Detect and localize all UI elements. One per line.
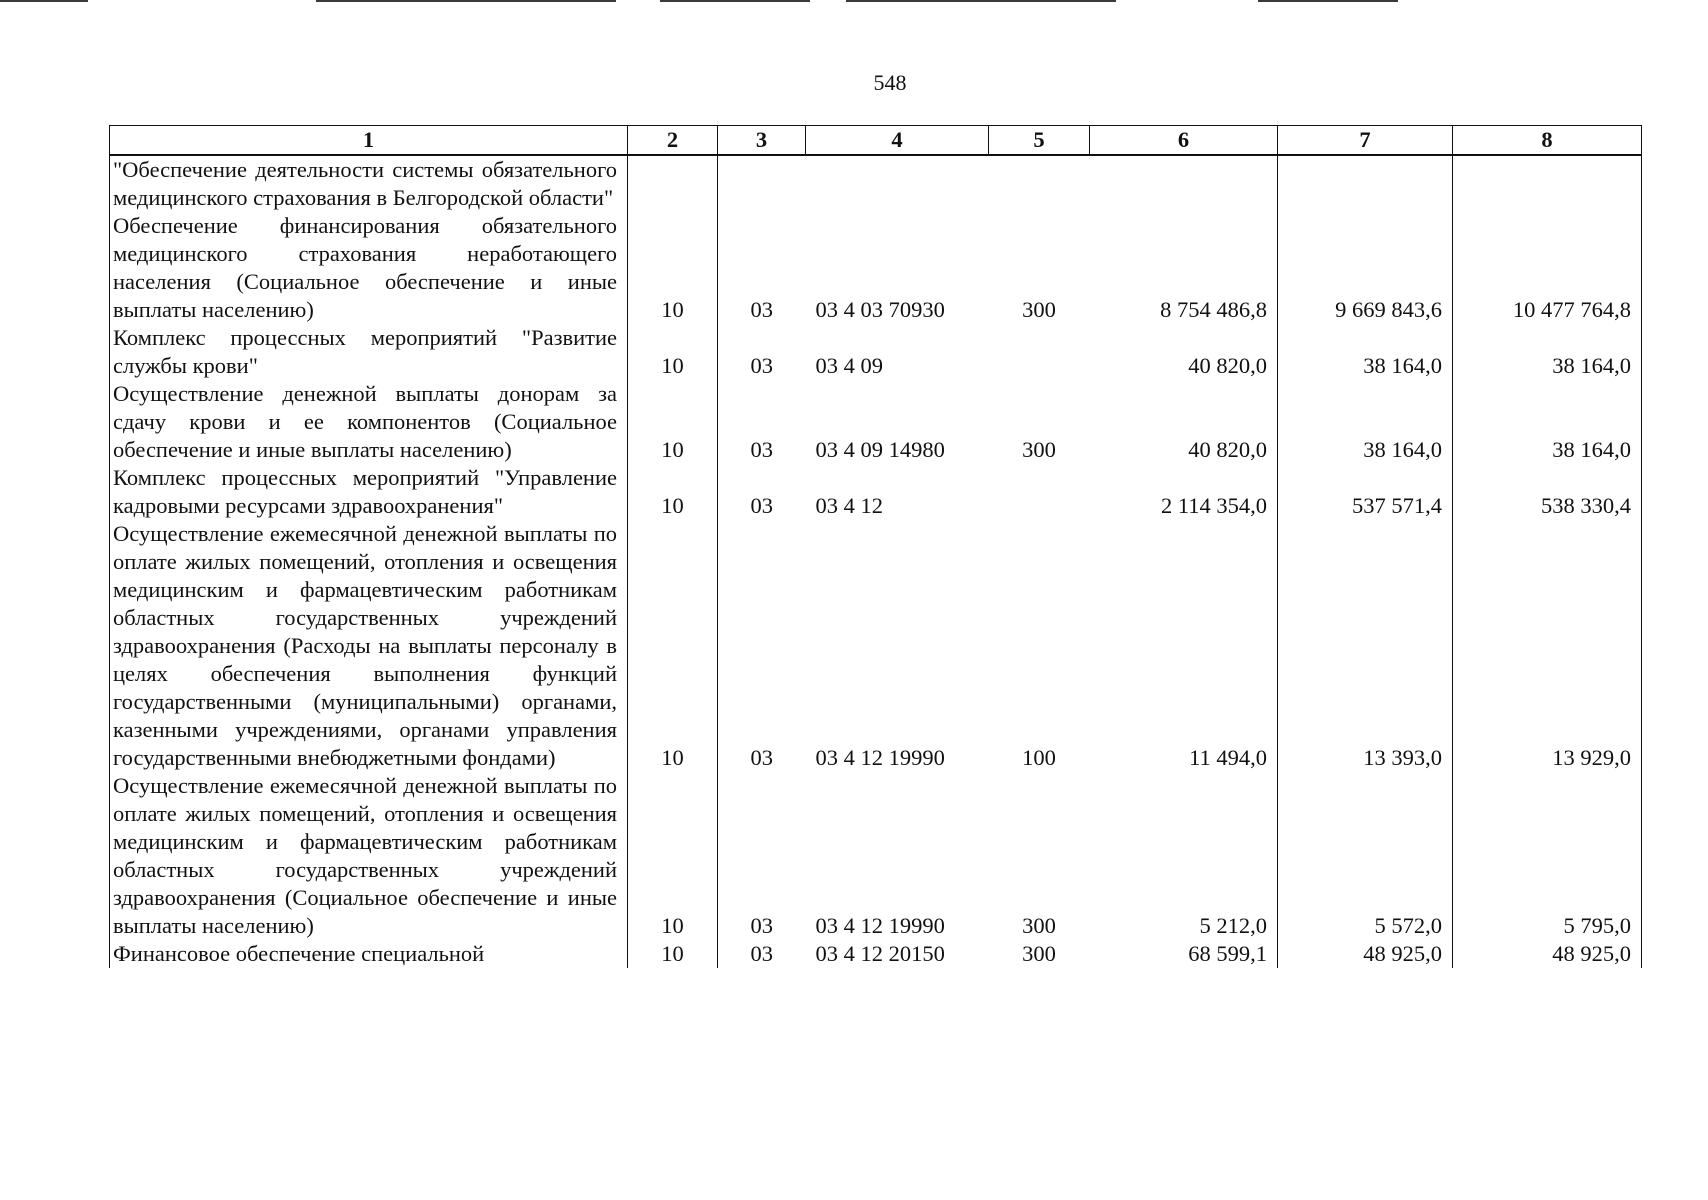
amount-col-6: 68 599,1 xyxy=(1090,940,1278,968)
amount-col-6: 11 494,0 xyxy=(1090,520,1278,772)
table-row xyxy=(110,772,1642,940)
table-row xyxy=(110,520,1642,772)
amount-col-7: 13 393,0 xyxy=(1278,520,1453,772)
table-row xyxy=(110,940,1642,968)
amount-col-6: 2 114 354,0 xyxy=(1090,464,1278,520)
subsection-code: 03 xyxy=(718,212,806,324)
section-code: 10 xyxy=(628,464,718,520)
row-name: Осуществление ежемесячной денежной выплаты по оплате жилых помещений, отопления и освещения медицинским и фармацевтическим работникам областных государственных учреждений здравоохранения (Расходы на выплаты персоналу в целях обеспечения выполнения функций государственными (муниципальными) органами, казенными учреждениями, органами управления государственными внебюджетными фондами) xyxy=(110,520,628,772)
subsection-code: 03 xyxy=(718,380,806,464)
table-row xyxy=(110,324,1642,380)
column-header-1: 1 xyxy=(110,126,628,156)
target-article-code: 03 4 09 14980 xyxy=(815,437,945,462)
scan-artifact-line xyxy=(316,0,616,2)
target-article-code: 03 4 12 19990 xyxy=(815,913,945,938)
section-code xyxy=(628,155,718,212)
expense-type-code: 300 xyxy=(1022,941,1056,966)
table-row xyxy=(110,464,1642,520)
subsection-code: 03 xyxy=(718,772,806,940)
amount-col-7: 38 164,0 xyxy=(1278,380,1453,464)
subsection-code: 03 xyxy=(718,940,806,968)
amount-col-8: 38 164,0 xyxy=(1453,324,1642,380)
section-code: 10 xyxy=(628,212,718,324)
target-article-code: 03 4 12 20150 xyxy=(815,941,945,966)
expense-type-code: 300 xyxy=(1022,297,1056,322)
column-header-4: 4 xyxy=(806,126,989,156)
amount-col-7: 48 925,0 xyxy=(1278,940,1453,968)
column-header-8: 8 xyxy=(1453,126,1642,156)
amount-col-8: 13 929,0 xyxy=(1453,520,1642,772)
amount-col-7 xyxy=(1278,155,1453,212)
amount-col-6: 40 820,0 xyxy=(1090,380,1278,464)
row-name: Обеспечение финансирования обязательного медицинского страхования неработающего населения (Социальное обеспечение и иные выплаты населению) xyxy=(110,212,628,324)
expense-type-code xyxy=(989,464,1090,520)
header-row xyxy=(110,126,1642,156)
expense-type-code xyxy=(989,324,1090,380)
section-code: 10 xyxy=(628,324,718,380)
amount-col-7: 5 572,0 xyxy=(1278,772,1453,940)
subsection-code: 03 xyxy=(718,324,806,380)
subsection-code xyxy=(718,155,806,212)
page-number: 548 xyxy=(873,70,907,95)
section-code: 10 xyxy=(628,520,718,772)
target-article-code: 03 4 12 xyxy=(815,493,883,518)
expense-type-code: 100 xyxy=(1022,745,1056,770)
budget-table xyxy=(109,125,1642,968)
target-article-code: 03 4 03 70930 xyxy=(815,297,945,322)
column-header-3: 3 xyxy=(718,126,806,156)
budget-table-container xyxy=(109,125,1642,968)
section-code: 10 xyxy=(628,940,718,968)
section-code: 10 xyxy=(628,772,718,940)
amount-col-6: 8 754 486,8 xyxy=(1090,212,1278,324)
target-article-code: 03 4 09 xyxy=(815,353,883,378)
row-name: Комплекс процессных мероприятий "Развитие службы крови" xyxy=(110,324,628,380)
column-header-5: 5 xyxy=(989,126,1090,156)
subsection-code: 03 xyxy=(718,464,806,520)
amount-col-6 xyxy=(1090,155,1278,212)
amount-col-6: 40 820,0 xyxy=(1090,324,1278,380)
row-name: Осуществление денежной выплаты донорам за сдачу крови и ее компонентов (Социальное обеспечение и иные выплаты населению) xyxy=(110,380,628,464)
column-header-6: 6 xyxy=(1090,126,1278,156)
amount-col-8 xyxy=(1453,155,1642,212)
scan-artifact-line xyxy=(846,0,1116,2)
expense-type-code: 300 xyxy=(1022,913,1056,938)
amount-col-6: 5 212,0 xyxy=(1090,772,1278,940)
target-article-code: 03 4 12 19990 xyxy=(815,745,945,770)
amount-col-8: 38 164,0 xyxy=(1453,380,1642,464)
amount-col-8: 5 795,0 xyxy=(1453,772,1642,940)
target-article-code xyxy=(806,155,989,212)
row-name: Осуществление ежемесячной денежной выплаты по оплате жилых помещений, отопления и освещения медицинским и фармацевтическим работникам областных государственных учреждений здравоохранения (Социальное обеспечение и иные выплаты населению) xyxy=(110,772,628,940)
column-header-2: 2 xyxy=(628,126,718,156)
amount-col-8: 48 925,0 xyxy=(1453,940,1642,968)
amount-col-7: 38 164,0 xyxy=(1278,324,1453,380)
scan-artifact-line xyxy=(660,0,810,2)
table-row xyxy=(110,212,1642,324)
expense-type-code: 300 xyxy=(1022,437,1056,462)
row-name: "Обеспечение деятельности системы обязательного медицинского страхования в Белгородской области" xyxy=(110,155,628,212)
amount-col-7: 537 571,4 xyxy=(1278,464,1453,520)
amount-col-8: 538 330,4 xyxy=(1453,464,1642,520)
subsection-code: 03 xyxy=(718,520,806,772)
table-row xyxy=(110,155,1642,212)
section-code: 10 xyxy=(628,380,718,464)
table-row xyxy=(110,380,1642,464)
row-name: Комплекс процессных мероприятий "Управление кадровыми ресурсами здравоохранения" xyxy=(110,464,628,520)
amount-col-8: 10 477 764,8 xyxy=(1453,212,1642,324)
expense-type-code xyxy=(989,155,1090,212)
column-header-7: 7 xyxy=(1278,126,1453,156)
scan-artifact-line xyxy=(0,0,88,2)
scan-artifact-line xyxy=(1258,0,1398,2)
row-name: Финансовое обеспечение специальной xyxy=(110,940,628,968)
amount-col-7: 9 669 843,6 xyxy=(1278,212,1453,324)
